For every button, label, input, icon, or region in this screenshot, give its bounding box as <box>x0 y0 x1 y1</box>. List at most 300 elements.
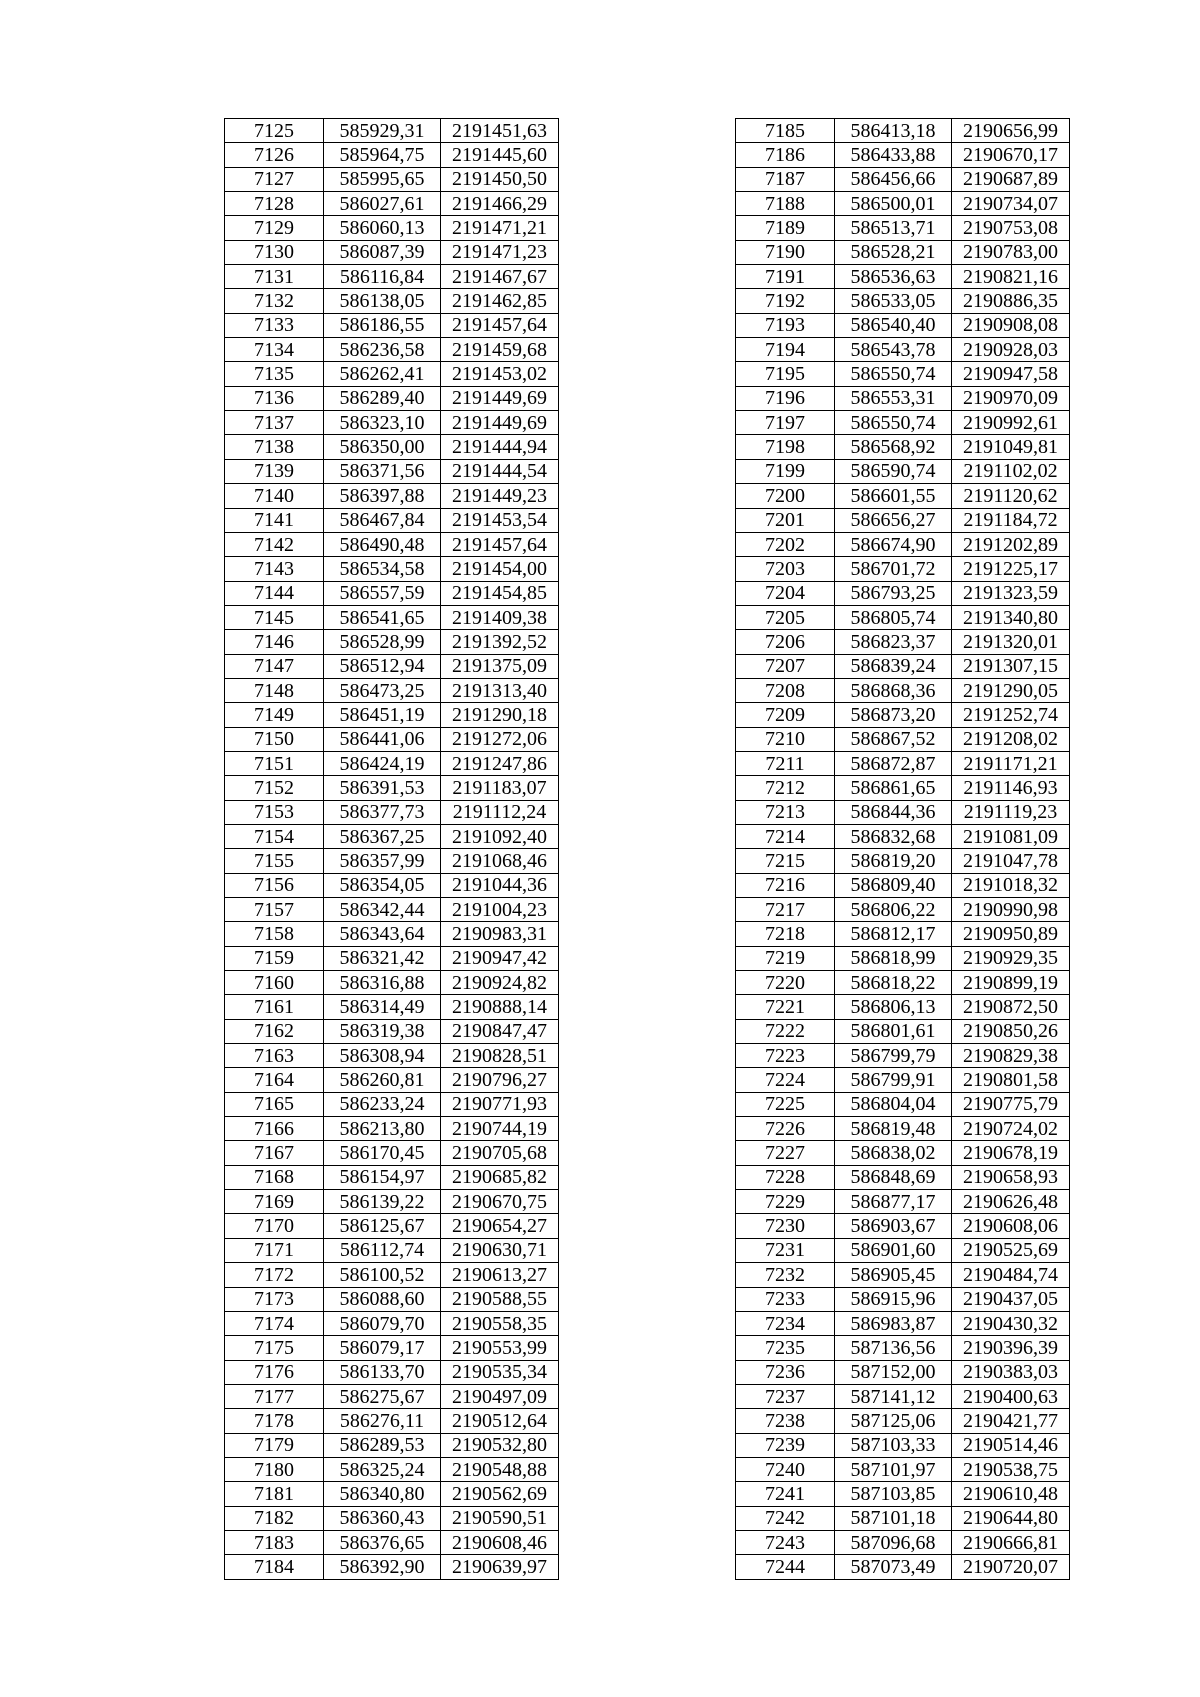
x-coordinate-cell: 587141,12 <box>835 1384 952 1408</box>
table-row <box>736 824 1070 848</box>
y-coordinate-cell: 2190771,93 <box>441 1092 559 1116</box>
x-coordinate-cell: 586590,74 <box>835 459 952 483</box>
x-coordinate-cell: 586490,48 <box>324 532 441 556</box>
table-row <box>225 459 559 483</box>
x-coordinate-cell: 586433,88 <box>835 143 952 167</box>
table-row <box>225 1238 559 1262</box>
table-row <box>736 605 1070 629</box>
point-number-cell: 7184 <box>225 1555 324 1579</box>
y-coordinate-cell: 2191272,06 <box>441 727 559 751</box>
table-row <box>736 1433 1070 1457</box>
x-coordinate-cell: 586848,69 <box>835 1165 952 1189</box>
point-number-cell: 7163 <box>225 1044 324 1068</box>
x-coordinate-cell: 586901,60 <box>835 1238 952 1262</box>
x-coordinate-cell: 586314,49 <box>324 995 441 1019</box>
y-coordinate-cell: 2190562,69 <box>441 1482 559 1506</box>
point-number-cell: 7188 <box>736 192 835 216</box>
point-number-cell: 7173 <box>225 1287 324 1311</box>
x-coordinate-cell: 587125,06 <box>835 1409 952 1433</box>
x-coordinate-cell: 586818,22 <box>835 971 952 995</box>
point-number-cell: 7135 <box>225 362 324 386</box>
table-row <box>736 1384 1070 1408</box>
y-coordinate-cell: 2191454,00 <box>441 557 559 581</box>
table-row <box>225 849 559 873</box>
point-number-cell: 7170 <box>225 1214 324 1238</box>
y-coordinate-cell: 2191208,02 <box>952 727 1070 751</box>
table-row <box>225 1457 559 1481</box>
point-number-cell: 7136 <box>225 386 324 410</box>
x-coordinate-cell: 586323,10 <box>324 411 441 435</box>
point-number-cell: 7141 <box>225 508 324 532</box>
y-coordinate-cell: 2190947,58 <box>952 362 1070 386</box>
y-coordinate-cell: 2190947,42 <box>441 946 559 970</box>
x-coordinate-cell: 586413,18 <box>835 119 952 143</box>
table-row <box>225 265 559 289</box>
table-row <box>225 1141 559 1165</box>
y-coordinate-cell: 2191290,05 <box>952 678 1070 702</box>
y-coordinate-cell: 2190644,80 <box>952 1506 1070 1530</box>
table-row <box>225 1482 559 1506</box>
coordinates-table-body <box>736 119 1070 1580</box>
x-coordinate-cell: 586805,74 <box>835 605 952 629</box>
table-row <box>225 289 559 313</box>
y-coordinate-cell: 2190992,61 <box>952 411 1070 435</box>
point-number-cell: 7130 <box>225 240 324 264</box>
table-row <box>225 654 559 678</box>
y-coordinate-cell: 2190928,03 <box>952 338 1070 362</box>
x-coordinate-cell: 586325,24 <box>324 1457 441 1481</box>
x-coordinate-cell: 586819,48 <box>835 1117 952 1141</box>
table-row <box>736 1530 1070 1554</box>
y-coordinate-cell: 2191340,80 <box>952 605 1070 629</box>
y-coordinate-cell: 2190514,46 <box>952 1433 1070 1457</box>
y-coordinate-cell: 2190670,17 <box>952 143 1070 167</box>
y-coordinate-cell: 2191252,74 <box>952 703 1070 727</box>
x-coordinate-cell: 586528,99 <box>324 630 441 654</box>
table-row <box>225 386 559 410</box>
table-row <box>225 1044 559 1068</box>
table-row <box>225 800 559 824</box>
point-number-cell: 7178 <box>225 1409 324 1433</box>
table-row <box>736 1068 1070 1092</box>
point-number-cell: 7201 <box>736 508 835 532</box>
x-coordinate-cell: 586799,79 <box>835 1044 952 1068</box>
x-coordinate-cell: 586138,05 <box>324 289 441 313</box>
y-coordinate-cell: 2190430,32 <box>952 1311 1070 1335</box>
table-row <box>736 678 1070 702</box>
x-coordinate-cell: 586233,24 <box>324 1092 441 1116</box>
table-row <box>736 1263 1070 1287</box>
x-coordinate-cell: 586456,66 <box>835 167 952 191</box>
x-coordinate-cell: 586867,52 <box>835 727 952 751</box>
x-coordinate-cell: 586877,17 <box>835 1190 952 1214</box>
x-coordinate-cell: 586100,52 <box>324 1263 441 1287</box>
table-row <box>736 532 1070 556</box>
x-coordinate-cell: 586350,00 <box>324 435 441 459</box>
y-coordinate-cell: 2190801,58 <box>952 1068 1070 1092</box>
table-row <box>736 313 1070 337</box>
y-coordinate-cell: 2191375,09 <box>441 654 559 678</box>
x-coordinate-cell: 586451,19 <box>324 703 441 727</box>
point-number-cell: 7225 <box>736 1092 835 1116</box>
x-coordinate-cell: 586819,20 <box>835 849 952 873</box>
table-row <box>225 1117 559 1141</box>
y-coordinate-cell: 2191449,69 <box>441 411 559 435</box>
point-number-cell: 7145 <box>225 605 324 629</box>
table-row <box>225 508 559 532</box>
x-coordinate-cell: 586139,22 <box>324 1190 441 1214</box>
table-row <box>225 1092 559 1116</box>
y-coordinate-cell: 2190775,79 <box>952 1092 1070 1116</box>
point-number-cell: 7151 <box>225 751 324 775</box>
x-coordinate-cell: 586823,37 <box>835 630 952 654</box>
x-coordinate-cell: 586873,20 <box>835 703 952 727</box>
x-coordinate-cell: 587152,00 <box>835 1360 952 1384</box>
point-number-cell: 7223 <box>736 1044 835 1068</box>
point-number-cell: 7127 <box>225 167 324 191</box>
point-number-cell: 7197 <box>736 411 835 435</box>
y-coordinate-cell: 2190626,48 <box>952 1190 1070 1214</box>
point-number-cell: 7167 <box>225 1141 324 1165</box>
point-number-cell: 7229 <box>736 1190 835 1214</box>
y-coordinate-cell: 2190685,82 <box>441 1165 559 1189</box>
table-row <box>225 192 559 216</box>
x-coordinate-cell: 586861,65 <box>835 776 952 800</box>
point-number-cell: 7240 <box>736 1457 835 1481</box>
table-row <box>736 192 1070 216</box>
x-coordinate-cell: 586528,21 <box>835 240 952 264</box>
y-coordinate-cell: 2191047,78 <box>952 849 1070 873</box>
point-number-cell: 7200 <box>736 484 835 508</box>
x-coordinate-cell: 586568,92 <box>835 435 952 459</box>
point-number-cell: 7227 <box>736 1141 835 1165</box>
y-coordinate-cell: 2190970,09 <box>952 386 1070 410</box>
x-coordinate-cell: 587073,49 <box>835 1555 952 1579</box>
table-row <box>225 605 559 629</box>
table-row <box>736 508 1070 532</box>
x-coordinate-cell: 585964,75 <box>324 143 441 167</box>
point-number-cell: 7182 <box>225 1506 324 1530</box>
point-number-cell: 7237 <box>736 1384 835 1408</box>
point-number-cell: 7133 <box>225 313 324 337</box>
table-row <box>736 703 1070 727</box>
table-row <box>736 946 1070 970</box>
y-coordinate-cell: 2191171,21 <box>952 751 1070 775</box>
table-row <box>225 119 559 143</box>
table-row <box>225 411 559 435</box>
x-coordinate-cell: 586154,97 <box>324 1165 441 1189</box>
x-coordinate-cell: 586818,99 <box>835 946 952 970</box>
table-row <box>736 1141 1070 1165</box>
point-number-cell: 7216 <box>736 873 835 897</box>
point-number-cell: 7238 <box>736 1409 835 1433</box>
y-coordinate-cell: 2191444,54 <box>441 459 559 483</box>
y-coordinate-cell: 2190548,88 <box>441 1457 559 1481</box>
point-number-cell: 7168 <box>225 1165 324 1189</box>
x-coordinate-cell: 585995,65 <box>324 167 441 191</box>
x-coordinate-cell: 586316,88 <box>324 971 441 995</box>
table-row <box>736 1457 1070 1481</box>
x-coordinate-cell: 586512,94 <box>324 654 441 678</box>
point-number-cell: 7207 <box>736 654 835 678</box>
point-number-cell: 7156 <box>225 873 324 897</box>
y-coordinate-cell: 2191462,85 <box>441 289 559 313</box>
point-number-cell: 7153 <box>225 800 324 824</box>
x-coordinate-cell: 586213,80 <box>324 1117 441 1141</box>
point-number-cell: 7195 <box>736 362 835 386</box>
point-number-cell: 7142 <box>225 532 324 556</box>
point-number-cell: 7212 <box>736 776 835 800</box>
x-coordinate-cell: 586262,41 <box>324 362 441 386</box>
point-number-cell: 7209 <box>736 703 835 727</box>
y-coordinate-cell: 2190734,07 <box>952 192 1070 216</box>
table-row <box>736 143 1070 167</box>
x-coordinate-cell: 585929,31 <box>324 119 441 143</box>
y-coordinate-cell: 2191445,60 <box>441 143 559 167</box>
y-coordinate-cell: 2191457,64 <box>441 532 559 556</box>
point-number-cell: 7126 <box>225 143 324 167</box>
point-number-cell: 7134 <box>225 338 324 362</box>
y-coordinate-cell: 2190828,51 <box>441 1044 559 1068</box>
y-coordinate-cell: 2191044,36 <box>441 873 559 897</box>
table-row <box>225 922 559 946</box>
x-coordinate-cell: 586116,84 <box>324 265 441 289</box>
point-number-cell: 7139 <box>225 459 324 483</box>
table-row <box>736 557 1070 581</box>
point-number-cell: 7206 <box>736 630 835 654</box>
table-row <box>736 630 1070 654</box>
point-number-cell: 7194 <box>736 338 835 362</box>
point-number-cell: 7190 <box>736 240 835 264</box>
y-coordinate-cell: 2190670,75 <box>441 1190 559 1214</box>
point-number-cell: 7220 <box>736 971 835 995</box>
point-number-cell: 7131 <box>225 265 324 289</box>
y-coordinate-cell: 2190705,68 <box>441 1141 559 1165</box>
point-number-cell: 7198 <box>736 435 835 459</box>
point-number-cell: 7125 <box>225 119 324 143</box>
point-number-cell: 7217 <box>736 898 835 922</box>
y-coordinate-cell: 2191320,01 <box>952 630 1070 654</box>
x-coordinate-cell: 586133,70 <box>324 1360 441 1384</box>
point-number-cell: 7128 <box>225 192 324 216</box>
table-row <box>736 1409 1070 1433</box>
y-coordinate-cell: 2190538,75 <box>952 1457 1070 1481</box>
point-number-cell: 7235 <box>736 1336 835 1360</box>
point-number-cell: 7165 <box>225 1092 324 1116</box>
point-number-cell: 7157 <box>225 898 324 922</box>
y-coordinate-cell: 2191092,40 <box>441 824 559 848</box>
table-row <box>225 1360 559 1384</box>
table-row <box>736 1165 1070 1189</box>
x-coordinate-cell: 586342,44 <box>324 898 441 922</box>
x-coordinate-cell: 586838,02 <box>835 1141 952 1165</box>
table-row <box>736 1482 1070 1506</box>
point-number-cell: 7241 <box>736 1482 835 1506</box>
y-coordinate-cell: 2190908,08 <box>952 313 1070 337</box>
y-coordinate-cell: 2191453,54 <box>441 508 559 532</box>
y-coordinate-cell: 2191459,68 <box>441 338 559 362</box>
x-coordinate-cell: 586806,22 <box>835 898 952 922</box>
table-row <box>736 654 1070 678</box>
table-row <box>736 119 1070 143</box>
point-number-cell: 7164 <box>225 1068 324 1092</box>
y-coordinate-cell: 2190512,64 <box>441 1409 559 1433</box>
y-coordinate-cell: 2191449,69 <box>441 386 559 410</box>
table-row <box>225 1019 559 1043</box>
table-row <box>225 1336 559 1360</box>
x-coordinate-cell: 586983,87 <box>835 1311 952 1335</box>
y-coordinate-cell: 2191323,59 <box>952 581 1070 605</box>
table-row <box>225 338 559 362</box>
y-coordinate-cell: 2191444,94 <box>441 435 559 459</box>
point-number-cell: 7180 <box>225 1457 324 1481</box>
table-row <box>225 776 559 800</box>
x-coordinate-cell: 586701,72 <box>835 557 952 581</box>
x-coordinate-cell: 586424,19 <box>324 751 441 775</box>
table-row <box>225 971 559 995</box>
x-coordinate-cell: 586079,70 <box>324 1311 441 1335</box>
y-coordinate-cell: 2190396,39 <box>952 1336 1070 1360</box>
y-coordinate-cell: 2191119,23 <box>952 800 1070 824</box>
table-row <box>225 313 559 337</box>
table-row <box>736 484 1070 508</box>
y-coordinate-cell: 2190872,50 <box>952 995 1070 1019</box>
x-coordinate-cell: 586276,11 <box>324 1409 441 1433</box>
y-coordinate-cell: 2190608,46 <box>441 1530 559 1554</box>
x-coordinate-cell: 586540,40 <box>835 313 952 337</box>
point-number-cell: 7175 <box>225 1336 324 1360</box>
y-coordinate-cell: 2191049,81 <box>952 435 1070 459</box>
table-row <box>225 1068 559 1092</box>
table-row <box>736 362 1070 386</box>
y-coordinate-cell: 2191112,24 <box>441 800 559 824</box>
y-coordinate-cell: 2191467,67 <box>441 265 559 289</box>
x-coordinate-cell: 586319,38 <box>324 1019 441 1043</box>
table-row <box>225 1287 559 1311</box>
table-row <box>225 216 559 240</box>
table-row <box>736 727 1070 751</box>
x-coordinate-cell: 586868,36 <box>835 678 952 702</box>
y-coordinate-cell: 2190666,81 <box>952 1530 1070 1554</box>
table-row <box>736 898 1070 922</box>
y-coordinate-cell: 2191471,23 <box>441 240 559 264</box>
point-number-cell: 7147 <box>225 654 324 678</box>
table-row <box>225 1530 559 1554</box>
point-number-cell: 7211 <box>736 751 835 775</box>
table-row <box>225 1165 559 1189</box>
x-coordinate-cell: 586289,53 <box>324 1433 441 1457</box>
x-coordinate-cell: 586170,45 <box>324 1141 441 1165</box>
point-number-cell: 7221 <box>736 995 835 1019</box>
table-row <box>736 459 1070 483</box>
x-coordinate-cell: 586533,05 <box>835 289 952 313</box>
x-coordinate-cell: 586087,39 <box>324 240 441 264</box>
y-coordinate-cell: 2190950,89 <box>952 922 1070 946</box>
table-row <box>736 971 1070 995</box>
x-coordinate-cell: 586289,40 <box>324 386 441 410</box>
table-row <box>225 1506 559 1530</box>
table-row <box>736 265 1070 289</box>
x-coordinate-cell: 586125,67 <box>324 1214 441 1238</box>
x-coordinate-cell: 586343,64 <box>324 922 441 946</box>
table-row <box>225 1311 559 1335</box>
y-coordinate-cell: 2190850,26 <box>952 1019 1070 1043</box>
x-coordinate-cell: 586550,74 <box>835 362 952 386</box>
y-coordinate-cell: 2190400,63 <box>952 1384 1070 1408</box>
table-row <box>736 581 1070 605</box>
y-coordinate-cell: 2191225,17 <box>952 557 1070 581</box>
table-row <box>225 581 559 605</box>
table-row <box>225 143 559 167</box>
table-row <box>736 1555 1070 1579</box>
y-coordinate-cell: 2190983,31 <box>441 922 559 946</box>
table-row <box>225 946 559 970</box>
point-number-cell: 7166 <box>225 1117 324 1141</box>
point-number-cell: 7154 <box>225 824 324 848</box>
table-row <box>736 411 1070 435</box>
coordinates-table-right <box>735 118 1070 1580</box>
table-row <box>225 1384 559 1408</box>
table-row <box>736 751 1070 775</box>
x-coordinate-cell: 586553,31 <box>835 386 952 410</box>
table-row <box>736 1214 1070 1238</box>
table-row <box>736 1311 1070 1335</box>
x-coordinate-cell: 586473,25 <box>324 678 441 702</box>
y-coordinate-cell: 2191247,86 <box>441 751 559 775</box>
point-number-cell: 7230 <box>736 1214 835 1238</box>
y-coordinate-cell: 2191457,64 <box>441 313 559 337</box>
x-coordinate-cell: 586088,60 <box>324 1287 441 1311</box>
table-row <box>225 1263 559 1287</box>
point-number-cell: 7205 <box>736 605 835 629</box>
x-coordinate-cell: 586357,99 <box>324 849 441 873</box>
y-coordinate-cell: 2190899,19 <box>952 971 1070 995</box>
x-coordinate-cell: 586832,68 <box>835 824 952 848</box>
x-coordinate-cell: 586376,65 <box>324 1530 441 1554</box>
y-coordinate-cell: 2190753,08 <box>952 216 1070 240</box>
x-coordinate-cell: 586186,55 <box>324 313 441 337</box>
y-coordinate-cell: 2190553,99 <box>441 1336 559 1360</box>
x-coordinate-cell: 586656,27 <box>835 508 952 532</box>
point-number-cell: 7196 <box>736 386 835 410</box>
y-coordinate-cell: 2190588,55 <box>441 1287 559 1311</box>
y-coordinate-cell: 2190744,19 <box>441 1117 559 1141</box>
x-coordinate-cell: 586467,84 <box>324 508 441 532</box>
point-number-cell: 7222 <box>736 1019 835 1043</box>
point-number-cell: 7187 <box>736 167 835 191</box>
x-coordinate-cell: 586360,43 <box>324 1506 441 1530</box>
y-coordinate-cell: 2190929,35 <box>952 946 1070 970</box>
y-coordinate-cell: 2190525,69 <box>952 1238 1070 1262</box>
y-coordinate-cell: 2191102,02 <box>952 459 1070 483</box>
table-row <box>225 727 559 751</box>
x-coordinate-cell: 586557,59 <box>324 581 441 605</box>
table-row <box>736 338 1070 362</box>
point-number-cell: 7214 <box>736 824 835 848</box>
y-coordinate-cell: 2190608,06 <box>952 1214 1070 1238</box>
point-number-cell: 7219 <box>736 946 835 970</box>
x-coordinate-cell: 586844,36 <box>835 800 952 824</box>
point-number-cell: 7140 <box>225 484 324 508</box>
point-number-cell: 7236 <box>736 1360 835 1384</box>
point-number-cell: 7155 <box>225 849 324 873</box>
point-number-cell: 7243 <box>736 1530 835 1554</box>
table-row <box>225 873 559 897</box>
table-row <box>225 995 559 1019</box>
point-number-cell: 7202 <box>736 532 835 556</box>
point-number-cell: 7152 <box>225 776 324 800</box>
point-number-cell: 7149 <box>225 703 324 727</box>
